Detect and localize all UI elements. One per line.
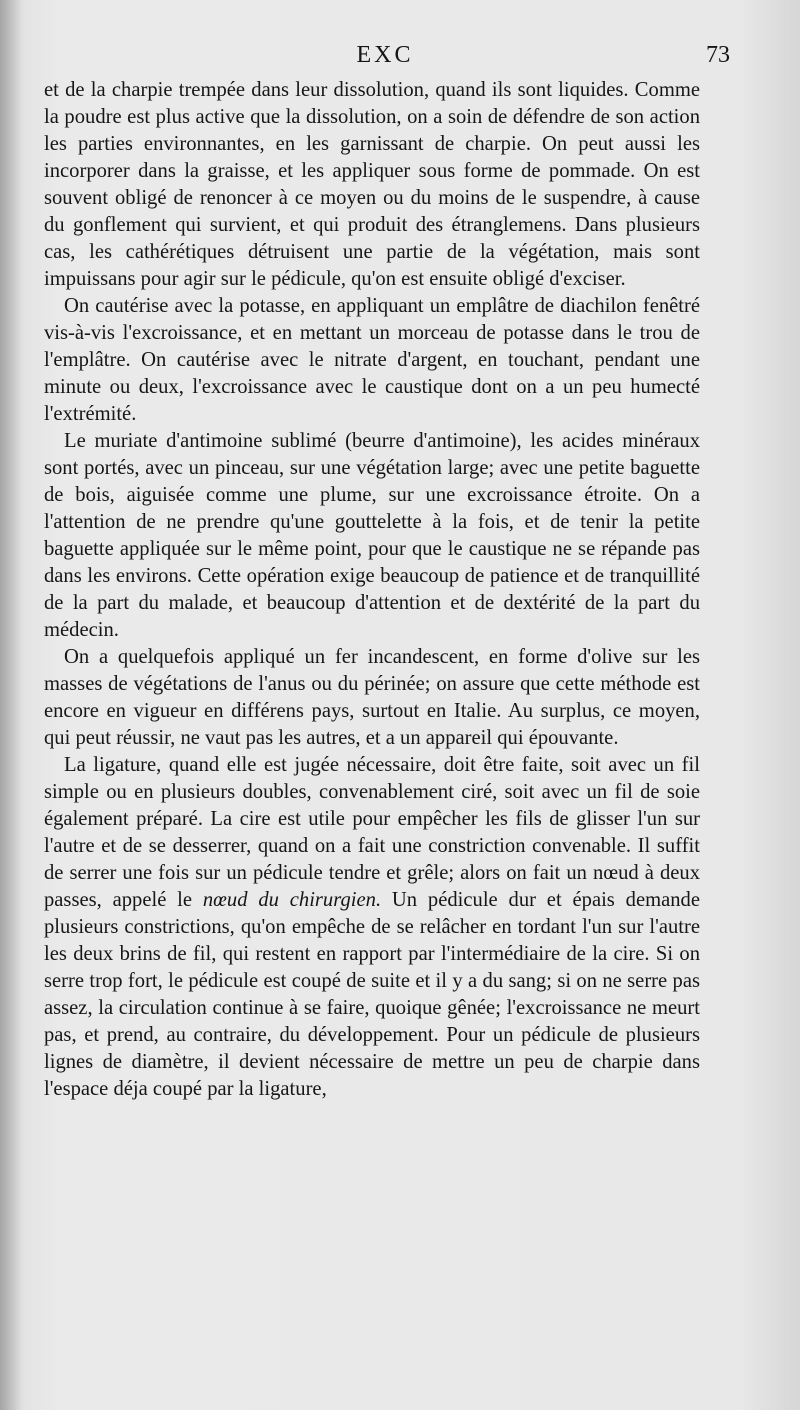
gutter-shadow [0,0,22,1410]
paragraph-3: Le muriate d'antimoine sublimé (beurre d'antimoine), les acides minéraux sont portés, avec un pinceau, sur une végétation large; avec une petite baguette de bois, aiguisée comme une plume, sur une excroissance étroite. On a l'attention de ne prendre qu'une gouttelette à la fois, et de tenir la petite baguette appliquée sur le même point, pour que le caustique ne se répande pas dans les environs. Cette opération exige beaucoup de patience et de tranquillité de la part du malade, et beaucoup d'attention et de dextérité de la part du médecin. [44,430,700,641]
paragraph-5 [44,752,700,1103]
paragraph-5-text-before: La ligature, quand elle est jugée nécessaire, doit être faite, soit avec un fil simple ou en plusieurs doubles, convenablement ciré, soit avec un fil de soie également préparé. La cire est utile pour empêcher les fils de glisser l'un sur l'autre et de se desserrer, quand on a fait une constriction convenable. Il suffit de serrer une fois sur un pédicule tendre et grêle; alors on fait un nœud à deux passes, appelé le [44,754,700,911]
paragraph-2: On cautérise avec la potasse, en appliquant un emplâtre de diachilon fenêtré vis-à-vis l'excroissance, et en mettant un morceau de potasse dans le trou de l'emplâtre. On cautérise avec le nitrate d'argent, en touchant, pendant une minute ou deux, l'excroissance avec le caustique dont on a un peu humecté l'extrémité. [44,295,700,425]
italic-term: nœud du chirurgien. [202,889,382,911]
body-text [44,77,700,1103]
paragraph-4: On a quelquefois appliqué un fer incandescent, en forme d'olive sur les masses de végétations de l'anus ou du périnée; on assure que cette méthode est encore en vigueur en différens pays, surtout en Italie. Au surplus, ce moyen, qui peut réussir, ne vaut pas les autres, et a un appareil qui épouvante. [44,646,700,749]
page-header [40,42,730,78]
paragraph-1: et de la charpie trempée dans leur dissolution, quand ils sont liquides. Comme la poudre est plus active que la dissolution, on a soin de défendre de son action les parties environnantes, en les garnissant de charpie. On peut aussi les incorporer dans la graisse, et les appliquer sous forme de pommade. On est souvent obligé de renoncer à ce moyen ou du moins de le suspendre, à cause du gonflement qui survient, et qui produit des étranglemens. Dans plusieurs cas, les cathérétiques détruisent une partie de la végétation, mais sont impuissans pour agir sur le pédicule, qu'on est ensuite obligé d'exciser. [44,79,700,290]
page-number: 73 [706,42,730,68]
running-head: EXC [356,42,414,68]
paragraph-5-text-after: Un pédicule dur et épais demande plusieurs constrictions, qu'on empêche de se relâcher en tordant l'un sur l'autre les deux brins de fil, qui restent en rapport par l'intermédiaire de la cire. Si on serre trop fort, le pédicule est coupé de suite et il y a du sang; si on ne serre pas assez, la circulation continue à se faire, quoique gênée; l'excroissance ne meurt pas, et prend, au contraire, du développement. Pour un pédicule de plusieurs lignes de diamètre, il devient nécessaire de mettre un peu de charpie dans l'espace déja coupé par la ligature, [44,889,700,1100]
